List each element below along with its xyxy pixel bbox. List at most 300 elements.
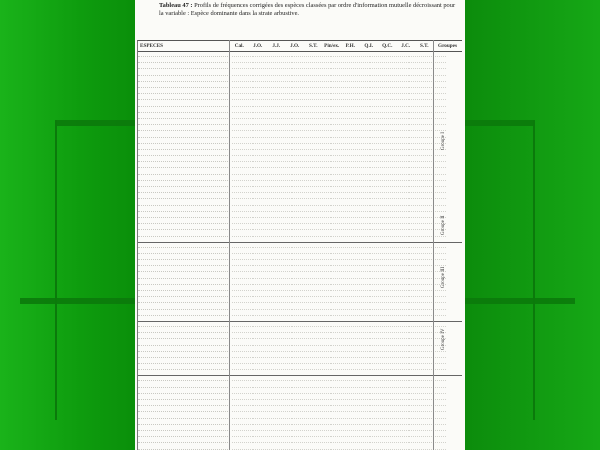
value-cell	[427, 65, 446, 69]
value-cell	[349, 208, 368, 212]
value-cell	[408, 90, 427, 94]
value-cell	[330, 402, 349, 406]
value-cell	[369, 90, 388, 94]
value-cell	[232, 348, 251, 352]
value-cell	[388, 177, 407, 181]
value-cell	[310, 335, 329, 339]
value-cell	[388, 287, 407, 291]
value-cell	[388, 250, 407, 254]
value-cell	[408, 84, 427, 88]
value-cell	[388, 78, 407, 82]
value-cell	[408, 312, 427, 316]
value-cell	[349, 408, 368, 412]
value-cell	[388, 121, 407, 125]
value-cell	[330, 152, 349, 156]
value-cell	[408, 275, 427, 279]
value-cell	[232, 152, 251, 156]
value-cell	[310, 250, 329, 254]
value-cell	[330, 354, 349, 358]
value-cell	[291, 134, 310, 138]
species-cell	[138, 306, 228, 310]
value-cell	[330, 421, 349, 425]
value-cell	[369, 433, 388, 437]
value-cell	[271, 72, 290, 76]
value-cell	[252, 323, 271, 327]
value-cell	[369, 329, 388, 333]
value-cell	[291, 360, 310, 364]
value-cell	[427, 446, 446, 450]
value-cell	[291, 208, 310, 212]
value-cell	[232, 134, 251, 138]
value-cell	[408, 140, 427, 144]
value-cell	[252, 408, 271, 412]
value-cell	[369, 202, 388, 206]
value-cell	[427, 366, 446, 370]
value-cell	[388, 348, 407, 352]
value-cell	[291, 323, 310, 327]
value-cell	[291, 115, 310, 119]
value-cell	[330, 348, 349, 352]
value-cell	[408, 299, 427, 303]
value-cell	[408, 446, 427, 450]
value-cell	[349, 433, 368, 437]
value-cell	[369, 103, 388, 107]
species-cell	[138, 402, 228, 406]
value-cell	[232, 408, 251, 412]
value-cell	[291, 78, 310, 82]
group-label: Groupe I	[441, 132, 446, 150]
value-cell	[232, 427, 251, 431]
value-cell	[330, 446, 349, 450]
value-cell	[232, 275, 251, 279]
value-cell	[427, 90, 446, 94]
value-cell	[330, 115, 349, 119]
value-cell	[369, 354, 388, 358]
value-cell	[330, 306, 349, 310]
decor-stripe	[465, 120, 535, 126]
value-cell	[369, 439, 388, 443]
species-cell	[138, 408, 228, 412]
value-cell	[310, 177, 329, 181]
value-cell	[252, 384, 271, 388]
value-cell	[427, 408, 446, 412]
species-cell	[138, 158, 228, 162]
value-cell	[252, 360, 271, 364]
value-cell	[408, 189, 427, 193]
value-cell	[232, 140, 251, 144]
value-cell	[232, 202, 251, 206]
species-cell	[138, 183, 228, 187]
value-cell	[291, 177, 310, 181]
value-cell	[369, 140, 388, 144]
decor-line	[55, 120, 57, 420]
value-cell	[271, 202, 290, 206]
value-cell	[349, 299, 368, 303]
value-cell	[369, 134, 388, 138]
value-cell	[330, 408, 349, 412]
value-cell	[330, 323, 349, 327]
value-cell	[427, 103, 446, 107]
value-cell	[408, 226, 427, 230]
value-cell	[369, 115, 388, 119]
value-cell	[232, 250, 251, 254]
value-cell	[427, 439, 446, 443]
value-cell	[291, 293, 310, 297]
value-cell	[271, 214, 290, 218]
value-cell	[330, 214, 349, 218]
value-cell	[310, 287, 329, 291]
value-cell	[427, 152, 446, 156]
species-cell	[138, 171, 228, 175]
species-cell	[138, 299, 228, 303]
value-cell	[310, 103, 329, 107]
value-cell	[388, 195, 407, 199]
value-cell	[271, 109, 290, 113]
species-cell	[138, 377, 228, 381]
value-cell	[369, 189, 388, 193]
value-cell	[310, 342, 329, 346]
species-cell	[138, 446, 228, 450]
value-cell	[310, 208, 329, 212]
species-cell	[138, 312, 228, 316]
value-cell	[408, 164, 427, 168]
value-cell	[369, 59, 388, 63]
value-cell	[330, 377, 349, 381]
value-cell	[388, 109, 407, 113]
value-cell	[291, 354, 310, 358]
value-cell	[330, 433, 349, 437]
value-cell	[310, 329, 329, 333]
value-cell	[388, 427, 407, 431]
value-cell	[232, 208, 251, 212]
value-cell	[232, 268, 251, 272]
value-cell	[252, 72, 271, 76]
value-cell	[232, 287, 251, 291]
value-cell	[330, 183, 349, 187]
species-cell	[138, 177, 228, 181]
value-cell	[252, 189, 271, 193]
value-cell	[310, 262, 329, 266]
value-cell	[310, 275, 329, 279]
value-cell	[349, 103, 368, 107]
value-cell	[291, 202, 310, 206]
value-cell	[232, 164, 251, 168]
value-cell	[330, 366, 349, 370]
value-cell	[271, 312, 290, 316]
value-cell	[330, 177, 349, 181]
value-cell	[330, 121, 349, 125]
value-cell	[369, 287, 388, 291]
value-cell	[252, 208, 271, 212]
value-cell	[427, 421, 446, 425]
value-cell	[232, 306, 251, 310]
value-cell	[310, 171, 329, 175]
value-cell	[232, 402, 251, 406]
species-cell	[138, 233, 228, 237]
value-cell	[232, 84, 251, 88]
value-cell	[369, 415, 388, 419]
value-cell	[388, 183, 407, 187]
value-cell	[330, 140, 349, 144]
value-cell	[252, 164, 271, 168]
species-cell	[138, 348, 228, 352]
value-cell	[369, 226, 388, 230]
decor-stripe	[20, 298, 135, 304]
value-cell	[427, 360, 446, 364]
value-cell	[252, 127, 271, 131]
value-cell	[271, 183, 290, 187]
value-cell	[388, 140, 407, 144]
value-cell	[330, 78, 349, 82]
value-cell	[271, 226, 290, 230]
value-cell	[330, 262, 349, 266]
value-cell	[232, 226, 251, 230]
value-cell	[232, 354, 251, 358]
value-cell	[349, 109, 368, 113]
caption-label: Tableau 47 :	[159, 2, 193, 9]
value-cell	[388, 134, 407, 138]
value-cell	[252, 348, 271, 352]
value-cell	[388, 360, 407, 364]
value-cell	[271, 250, 290, 254]
value-cell	[408, 183, 427, 187]
value-cell	[408, 348, 427, 352]
value-cell	[252, 140, 271, 144]
value-cell	[388, 439, 407, 443]
value-cell	[408, 244, 427, 248]
value-cell	[310, 195, 329, 199]
value-cell	[349, 152, 368, 156]
value-cell	[408, 202, 427, 206]
value-cell	[252, 275, 271, 279]
value-cell	[291, 268, 310, 272]
header-col: Pin/ex.	[324, 43, 340, 49]
value-cell	[310, 164, 329, 168]
value-cell	[330, 189, 349, 193]
value-cell	[349, 233, 368, 237]
value-cell	[232, 195, 251, 199]
value-cell	[369, 421, 388, 425]
value-cell	[388, 171, 407, 175]
value-cell	[310, 312, 329, 316]
value-cell	[369, 171, 388, 175]
value-cell	[349, 226, 368, 230]
value-cell	[388, 90, 407, 94]
species-cell	[138, 244, 228, 248]
value-cell	[232, 323, 251, 327]
value-cell	[271, 323, 290, 327]
value-cell	[369, 233, 388, 237]
value-cell	[271, 366, 290, 370]
value-cell	[330, 220, 349, 224]
value-cell	[252, 299, 271, 303]
value-cell	[232, 220, 251, 224]
value-cell	[349, 140, 368, 144]
value-cell	[388, 408, 407, 412]
value-cell	[291, 287, 310, 291]
value-cell	[408, 408, 427, 412]
value-cell	[349, 127, 368, 131]
value-cell	[388, 84, 407, 88]
header-groups: Groupes	[438, 43, 457, 49]
value-cell	[252, 59, 271, 63]
value-cell	[349, 189, 368, 193]
value-cell	[369, 96, 388, 100]
value-cell	[252, 433, 271, 437]
species-cell	[138, 427, 228, 431]
value-cell	[291, 348, 310, 352]
value-cell	[291, 171, 310, 175]
value-cell	[232, 109, 251, 113]
species-cell	[138, 53, 228, 57]
value-cell	[310, 152, 329, 156]
value-cell	[291, 408, 310, 412]
value-cell	[369, 408, 388, 412]
species-cell	[138, 72, 228, 76]
value-cell	[271, 53, 290, 57]
value-cell	[388, 72, 407, 76]
species-cell	[138, 262, 228, 266]
value-cell	[330, 158, 349, 162]
value-cell	[369, 427, 388, 431]
value-cell	[271, 433, 290, 437]
value-cell	[388, 396, 407, 400]
value-cell	[252, 195, 271, 199]
value-cell	[271, 84, 290, 88]
value-cell	[427, 195, 446, 199]
value-cell	[408, 72, 427, 76]
species-cell	[138, 335, 228, 339]
value-cell	[252, 256, 271, 260]
header-col: J.O.	[253, 43, 263, 49]
value-cell	[271, 306, 290, 310]
species-cell	[138, 354, 228, 358]
value-cell	[232, 433, 251, 437]
value-cell	[291, 220, 310, 224]
value-cell	[369, 78, 388, 82]
value-cell	[427, 384, 446, 388]
value-cell	[427, 189, 446, 193]
value-cell	[369, 323, 388, 327]
value-cell	[388, 226, 407, 230]
value-cell	[388, 366, 407, 370]
value-cell	[408, 78, 427, 82]
value-cell	[349, 268, 368, 272]
group-label: Groupe IV	[441, 328, 446, 350]
value-cell	[388, 146, 407, 150]
value-cell	[291, 262, 310, 266]
value-cell	[291, 366, 310, 370]
value-cell	[232, 244, 251, 248]
value-cell	[291, 226, 310, 230]
value-cell	[427, 177, 446, 181]
value-cell	[388, 299, 407, 303]
value-cell	[388, 312, 407, 316]
decor-line	[533, 120, 535, 420]
value-cell	[408, 214, 427, 218]
value-cell	[291, 244, 310, 248]
value-cell	[310, 256, 329, 260]
value-cell	[349, 275, 368, 279]
value-cell	[349, 342, 368, 346]
value-cell	[271, 287, 290, 291]
value-cell	[330, 53, 349, 57]
value-cell	[330, 90, 349, 94]
value-cell	[252, 183, 271, 187]
value-cell	[369, 84, 388, 88]
value-cell	[408, 233, 427, 237]
value-cell	[349, 134, 368, 138]
value-cell	[369, 402, 388, 406]
value-cell	[330, 293, 349, 297]
value-cell	[330, 109, 349, 113]
value-cell	[427, 244, 446, 248]
value-cell	[330, 275, 349, 279]
value-cell	[349, 402, 368, 406]
value-cell	[427, 390, 446, 394]
value-cell	[232, 90, 251, 94]
value-cell	[291, 103, 310, 107]
value-cell	[369, 220, 388, 224]
value-cell	[330, 72, 349, 76]
value-cell	[369, 446, 388, 450]
value-cell	[310, 390, 329, 394]
value-cell	[291, 446, 310, 450]
value-cell	[388, 220, 407, 224]
value-cell	[232, 53, 251, 57]
value-cell	[388, 244, 407, 248]
value-cell	[349, 158, 368, 162]
species-cell	[138, 293, 228, 297]
value-cell	[252, 65, 271, 69]
value-cell	[252, 354, 271, 358]
value-cell	[252, 427, 271, 431]
species-cell	[138, 127, 228, 131]
value-cell	[291, 127, 310, 131]
value-cell	[232, 335, 251, 339]
value-cell	[291, 335, 310, 339]
species-cell	[138, 164, 228, 168]
species-cell	[138, 433, 228, 437]
value-cell	[271, 177, 290, 181]
value-cell	[388, 202, 407, 206]
value-cell	[232, 214, 251, 218]
value-cell	[369, 281, 388, 285]
value-cell	[291, 214, 310, 218]
value-cell	[408, 177, 427, 181]
species-cell	[138, 202, 228, 206]
value-cell	[349, 202, 368, 206]
value-cell	[427, 53, 446, 57]
value-cell	[408, 396, 427, 400]
value-cell	[232, 360, 251, 364]
value-cell	[408, 354, 427, 358]
value-cell	[252, 134, 271, 138]
value-cell	[349, 164, 368, 168]
value-cell	[427, 306, 446, 310]
value-cell	[330, 250, 349, 254]
value-cell	[427, 115, 446, 119]
value-cell	[388, 53, 407, 57]
value-cell	[408, 146, 427, 150]
species-cell	[138, 195, 228, 199]
table-row	[138, 444, 462, 450]
value-cell	[232, 293, 251, 297]
value-cell	[271, 96, 290, 100]
value-cell	[291, 164, 310, 168]
value-cell	[252, 293, 271, 297]
table-body	[138, 52, 462, 450]
